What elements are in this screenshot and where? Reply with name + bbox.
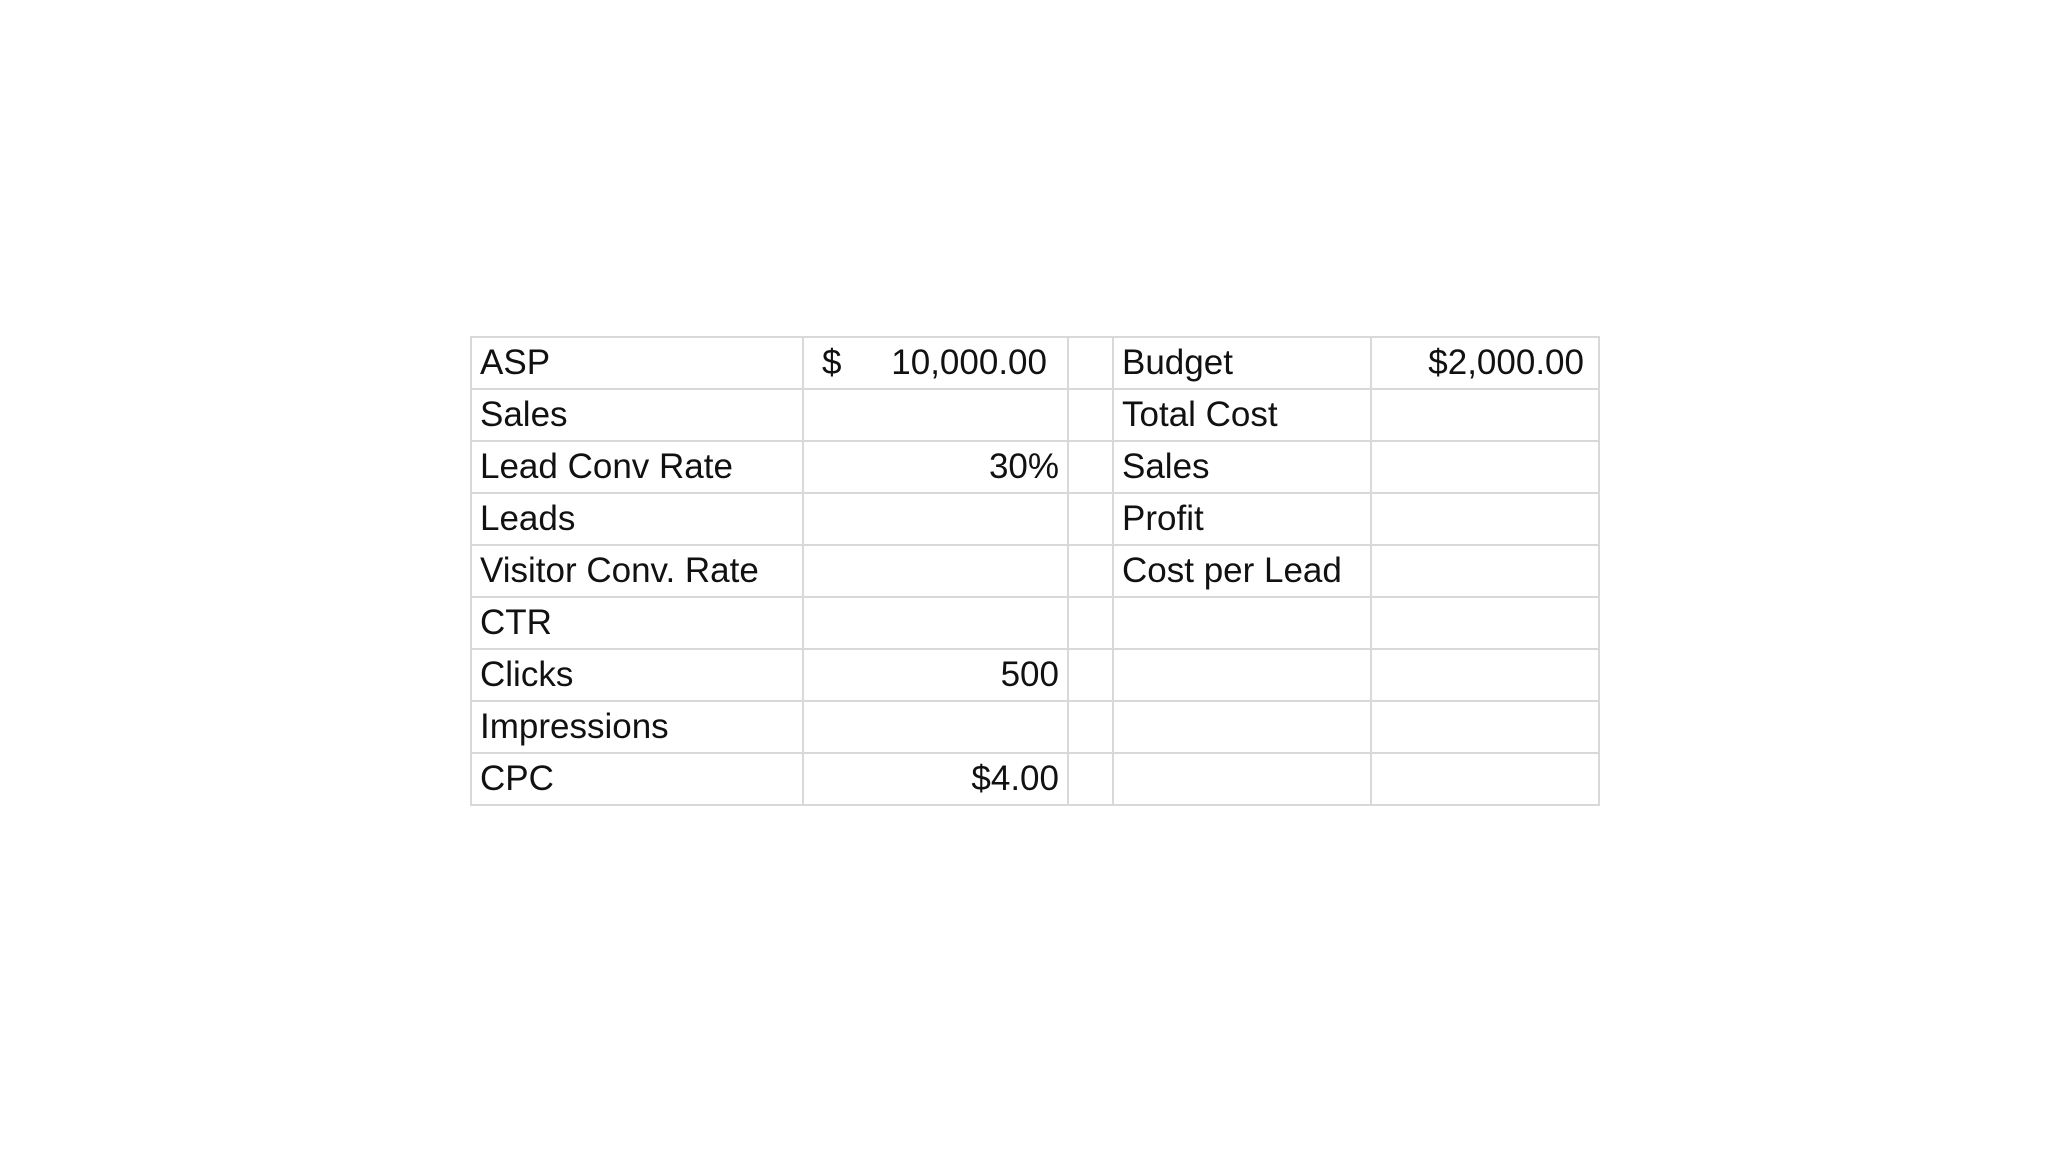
- cell-spacer[interactable]: [1068, 441, 1113, 493]
- table-row: [471, 649, 1599, 701]
- cell-spacer[interactable]: [1068, 545, 1113, 597]
- cell-empty[interactable]: [1371, 597, 1599, 649]
- cell-empty[interactable]: [1113, 753, 1371, 805]
- cell-label-total-cost[interactable]: Total Cost: [1113, 389, 1371, 441]
- cell-value-visitor-conv-rate[interactable]: [803, 545, 1068, 597]
- cell-spacer[interactable]: [1068, 389, 1113, 441]
- cell-label-asp[interactable]: ASP: [471, 337, 803, 389]
- cell-spacer[interactable]: [1068, 597, 1113, 649]
- cell-value-cost-per-lead[interactable]: [1371, 545, 1599, 597]
- table-row: [471, 441, 1599, 493]
- accounting-value: [812, 338, 1059, 388]
- cell-value-leads[interactable]: [803, 493, 1068, 545]
- cell-label-clicks[interactable]: Clicks: [471, 649, 803, 701]
- cell-empty[interactable]: [1371, 701, 1599, 753]
- cell-label-profit[interactable]: Profit: [1113, 493, 1371, 545]
- cell-label-impressions[interactable]: Impressions: [471, 701, 803, 753]
- cell-spacer[interactable]: [1068, 493, 1113, 545]
- cell-empty[interactable]: [1113, 597, 1371, 649]
- currency-symbol: $: [822, 343, 842, 382]
- cell-label-lead-conv-rate[interactable]: Lead Conv Rate: [471, 441, 803, 493]
- cell-empty[interactable]: [1371, 753, 1599, 805]
- table-row: [471, 597, 1599, 649]
- spreadsheet-body: [471, 337, 1599, 805]
- table-row: [471, 389, 1599, 441]
- cell-spacer[interactable]: [1068, 337, 1113, 389]
- spreadsheet-grid: [470, 336, 1600, 806]
- cell-empty[interactable]: [1113, 649, 1371, 701]
- cell-spacer[interactable]: [1068, 753, 1113, 805]
- cell-value-budget[interactable]: $2,000.00: [1371, 337, 1599, 389]
- table-row: [471, 753, 1599, 805]
- cell-value-impressions[interactable]: [803, 701, 1068, 753]
- table-row: [471, 493, 1599, 545]
- table-row: [471, 701, 1599, 753]
- cell-value-cpc[interactable]: $4.00: [803, 753, 1068, 805]
- cell-spacer[interactable]: [1068, 701, 1113, 753]
- cell-label-visitor-conv-rate[interactable]: Visitor Conv. Rate: [471, 545, 803, 597]
- cell-label-budget[interactable]: Budget: [1113, 337, 1371, 389]
- cell-label-sales[interactable]: Sales: [471, 389, 803, 441]
- cell-value-profit[interactable]: [1371, 493, 1599, 545]
- cell-value-lead-conv-rate[interactable]: 30%: [803, 441, 1068, 493]
- cell-label-cost-per-lead[interactable]: Cost per Lead: [1113, 545, 1371, 597]
- cell-value-sales[interactable]: [803, 389, 1068, 441]
- cell-value-clicks[interactable]: 500: [803, 649, 1068, 701]
- table-row: [471, 337, 1599, 389]
- cell-label-ctr[interactable]: CTR: [471, 597, 803, 649]
- cell-value-ctr[interactable]: [803, 597, 1068, 649]
- cell-value-total-cost[interactable]: [1371, 389, 1599, 441]
- cell-empty[interactable]: [1113, 701, 1371, 753]
- cell-spacer[interactable]: [1068, 649, 1113, 701]
- cell-label-right-sales[interactable]: Sales: [1113, 441, 1371, 493]
- cell-label-cpc[interactable]: CPC: [471, 753, 803, 805]
- cell-value-right-sales[interactable]: [1371, 441, 1599, 493]
- currency-amount: 10,000.00: [891, 343, 1047, 382]
- cell-value-asp[interactable]: [803, 337, 1068, 389]
- cell-empty[interactable]: [1371, 649, 1599, 701]
- cell-label-leads[interactable]: Leads: [471, 493, 803, 545]
- table-row: [471, 545, 1599, 597]
